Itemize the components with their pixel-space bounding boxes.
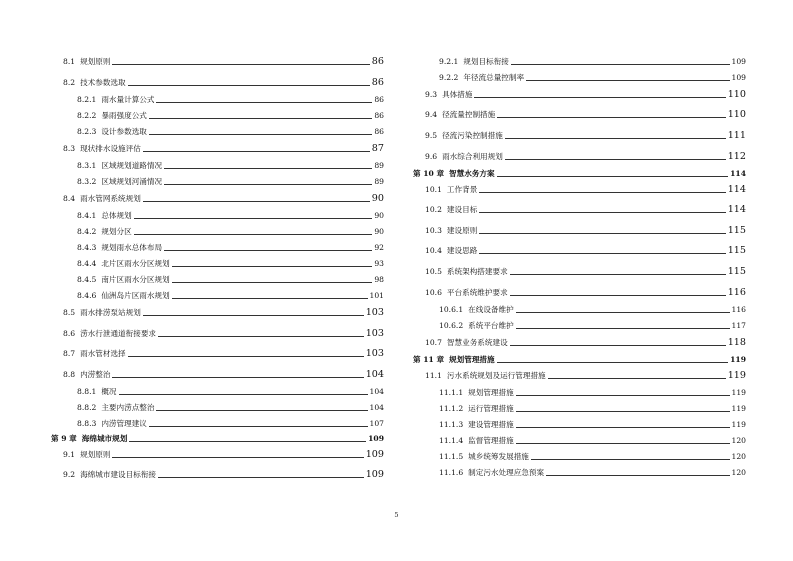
dot-leader: [526, 80, 729, 81]
toc-entry[interactable]: [413, 267, 746, 277]
toc-entry-number: 9.5: [425, 130, 438, 140]
dot-leader: [156, 410, 367, 411]
toc-entry[interactable]: [51, 227, 384, 237]
toc-entry-page: 86: [374, 94, 384, 104]
toc-entry-title: 雨水管网系统规划: [80, 193, 141, 203]
toc-entry-number: 8.3: [63, 143, 76, 153]
toc-entry-title: 平台系统维护要求: [446, 287, 508, 297]
toc-entry-title: 仙洲岛片区雨水规划: [101, 291, 170, 301]
toc-entry-title: 雨水管材选择: [80, 349, 126, 359]
toc-entry[interactable]: [413, 388, 746, 398]
toc-entry-page: 110: [727, 88, 746, 100]
toc-entry-title: 建设原则: [446, 225, 478, 235]
toc-entry-page: 119: [731, 420, 746, 430]
toc-entry-number: 11.1.1: [439, 388, 464, 398]
toc-entry-number: 11.1.4: [439, 436, 464, 446]
toc-entry-number: 11.1.5: [439, 452, 464, 462]
toc-entry-title: 海绵城市规划: [81, 434, 128, 444]
toc-entry-number: 9.2: [63, 470, 76, 480]
dot-leader: [479, 233, 725, 234]
toc-entry-page: 90: [371, 192, 384, 204]
toc-entry-title: 内涝管理建议: [101, 419, 147, 429]
dot-leader: [172, 282, 373, 283]
toc-entry-title: 内涝整治: [80, 369, 111, 379]
toc-entry-number: 10.5: [425, 267, 442, 277]
toc-entry[interactable]: [413, 452, 746, 462]
toc-entry-title: 城乡统筹发展措施: [468, 452, 529, 462]
toc-entry-page: 104: [369, 387, 384, 397]
toc-entry-page: 109: [368, 434, 384, 444]
toc-entry[interactable]: [51, 387, 384, 397]
toc-entry-number: 8.4: [63, 193, 76, 203]
toc-entry-number: 9.1: [63, 449, 76, 459]
toc-entry[interactable]: [413, 152, 746, 162]
toc-entry-number: 第 10 章: [413, 169, 445, 179]
toc-entry[interactable]: [413, 371, 746, 381]
dot-leader: [164, 250, 372, 251]
toc-entry-page: 103: [365, 348, 384, 360]
toc-entry-page: 89: [374, 177, 384, 187]
toc-entry-title: 规划目标衔接: [463, 57, 509, 66]
toc-entry-page: 120: [731, 452, 746, 462]
toc-entry-page: 87: [371, 142, 384, 154]
dot-leader: [143, 315, 364, 316]
toc-entry-number: 9.3: [425, 89, 438, 99]
toc-entry-number: 8.4.2: [77, 227, 97, 237]
toc-entry-number: 11.1: [425, 370, 442, 380]
toc-entry-title: 在线设备维护: [468, 305, 514, 315]
toc-entry-title: 建设管理措施: [468, 420, 514, 430]
toc-entry[interactable]: [413, 185, 746, 195]
toc-entry-number: 8.4.4: [77, 259, 97, 269]
toc-entry-page: 90: [374, 211, 384, 221]
toc-entry-number: 10.3: [425, 225, 442, 235]
dot-leader: [158, 477, 364, 478]
toc-entry-title: 规划管理措施: [468, 388, 514, 398]
toc-entry[interactable]: [413, 468, 746, 478]
dot-leader: [516, 427, 730, 428]
toc-entry-number: 8.8.1: [77, 387, 97, 397]
toc-entry[interactable]: [51, 403, 384, 413]
toc-entry-title: 现状排水设施评估: [80, 143, 141, 153]
toc-entry-page: 115: [727, 245, 746, 257]
toc-entry-title: 智慧业务系统建设: [446, 337, 508, 347]
dot-leader: [474, 97, 725, 98]
dot-leader: [128, 85, 370, 86]
toc-entry[interactable]: [413, 436, 746, 446]
toc-entry-title: 系统架构搭建要求: [446, 267, 508, 277]
toc-entry-title: 规划原则: [80, 449, 111, 459]
toc-entry-number: 8.4.1: [77, 211, 97, 221]
toc-entry-title: 南片区雨水分区规划: [101, 275, 170, 285]
dot-leader: [516, 312, 730, 313]
toc-entry-page: 120: [731, 436, 746, 446]
toc-entry-title: 北片区雨水分区规划: [101, 259, 170, 269]
toc-entry[interactable]: [51, 275, 384, 285]
toc-entry-number: 8.4.3: [77, 243, 97, 253]
dot-leader: [497, 362, 729, 363]
toc-left-column: [51, 57, 384, 480]
toc-entry-title: 雨水量计算公式: [101, 94, 155, 104]
toc-entry-page: 86: [371, 76, 384, 88]
dot-leader: [112, 64, 369, 65]
toc-entry-page: 109: [731, 73, 746, 82]
toc-entry-number: 11.1.2: [439, 404, 464, 414]
toc-entry-page: 109: [731, 57, 746, 66]
toc-entry-page: 118: [727, 336, 746, 348]
dot-leader: [510, 295, 726, 296]
toc-entry-page: 86: [374, 126, 384, 136]
dot-leader: [546, 475, 729, 476]
dot-leader: [497, 117, 725, 118]
toc-entry-page: 115: [727, 266, 746, 278]
toc-entry[interactable]: [413, 355, 746, 365]
toc-entry[interactable]: [413, 90, 746, 100]
toc-entry[interactable]: [413, 205, 746, 215]
toc-entry-title: 制定污水处理应急预案: [468, 468, 545, 478]
toc-entry-number: 10.6.1: [439, 305, 464, 315]
dot-leader: [112, 377, 363, 378]
toc-entry[interactable]: [413, 57, 746, 67]
dot-leader: [164, 168, 372, 169]
dot-leader: [479, 192, 725, 193]
toc-entry-page: 119: [731, 388, 746, 398]
dot-leader: [510, 274, 726, 275]
toc-entry-number: 10.7: [425, 337, 442, 347]
toc-entry-number: 9.2.2: [439, 73, 459, 82]
toc-entry[interactable]: [51, 78, 384, 88]
toc-entry-title: 污水系统规划及运行管理措施: [446, 370, 546, 380]
toc-entry-page: 120: [731, 468, 746, 478]
toc-entry[interactable]: [413, 404, 746, 414]
toc-entry-number: 9.2.1: [439, 57, 459, 66]
toc-entry-page: 119: [730, 355, 746, 365]
toc-entry-page: 86: [374, 110, 384, 120]
toc-right-column: [413, 57, 746, 478]
toc-entry[interactable]: [413, 288, 746, 298]
dot-leader: [134, 218, 373, 219]
toc-entry-title: 工作背景: [446, 184, 478, 194]
toc-entry-number: 8.3.1: [77, 161, 97, 171]
toc-entry-page: 109: [365, 469, 384, 481]
page-number: 5: [394, 511, 399, 519]
toc-entry[interactable]: [413, 246, 746, 256]
toc-entry[interactable]: [51, 370, 384, 380]
toc-entry-page: 89: [374, 161, 384, 171]
toc-entry-title: 海绵城市建设目标衔接: [80, 470, 157, 480]
toc-entry-title: 系统平台维护: [468, 321, 514, 331]
dot-leader: [510, 345, 726, 346]
toc-entry-title: 主要内涝点整治: [101, 403, 155, 413]
dot-leader: [134, 234, 373, 235]
dot-leader: [149, 426, 368, 427]
toc-entry[interactable]: [413, 321, 746, 331]
dot-leader: [511, 64, 730, 65]
toc-entry-title: 建设思路: [446, 246, 478, 256]
toc-entry-title: 暴雨强度公式: [101, 110, 147, 120]
toc-entry-number: 8.1: [63, 57, 76, 66]
toc-entry-page: 107: [369, 419, 384, 429]
toc-entry-number: 10.2: [425, 205, 442, 215]
toc-entry[interactable]: [51, 161, 384, 171]
toc-entry-page: 86: [371, 56, 384, 67]
toc-entry-title: 总体规划: [101, 211, 132, 221]
toc-entry-title: 技术参数选取: [80, 77, 126, 87]
toc-entry-page: 104: [365, 368, 384, 380]
dot-leader: [129, 441, 366, 442]
toc-entry-page: 103: [365, 307, 384, 319]
dot-leader: [156, 102, 372, 103]
toc-entry-title: 概况: [101, 387, 117, 397]
dot-leader: [158, 336, 364, 337]
toc-entry-title: 径流量控制措施: [442, 110, 496, 120]
toc-entry-number: 10.1: [425, 184, 442, 194]
toc-entry-title: 规划管理措施: [449, 355, 495, 365]
toc-entry-number: 第 11 章: [413, 355, 445, 365]
toc-entry[interactable]: [413, 131, 746, 141]
toc-entry-number: 11.1.6: [439, 468, 464, 478]
toc-entry[interactable]: [413, 305, 746, 315]
toc-entry[interactable]: [51, 349, 384, 359]
toc-entry-number: 10.4: [425, 246, 442, 256]
toc-entry-title: 设计参数选取: [101, 126, 147, 136]
toc-entry-number: 8.8: [63, 369, 76, 379]
toc-entry-page: 119: [731, 404, 746, 414]
dot-leader: [479, 253, 725, 254]
toc-entry-page: 98: [374, 275, 384, 285]
toc-entry-title: 年径流总量控制率: [463, 73, 525, 82]
toc-entry[interactable]: [51, 419, 384, 429]
toc-entry[interactable]: [51, 127, 384, 137]
toc-entry-number: 8.5: [63, 308, 76, 318]
toc-entry-number: 8.4.5: [77, 275, 97, 285]
toc-entry-number: 10.6.2: [439, 321, 464, 331]
toc-entry-number: 8.4.6: [77, 291, 97, 301]
toc-entry[interactable]: [51, 259, 384, 269]
toc-entry-page: 110: [727, 109, 746, 121]
toc-entry-page: 93: [374, 259, 384, 269]
toc-entry-page: 114: [727, 204, 746, 216]
toc-entry-page: 92: [374, 243, 384, 253]
dot-leader: [143, 201, 370, 202]
toc-entry[interactable]: [51, 211, 384, 221]
toc-entry-number: 8.2.2: [77, 110, 97, 120]
toc-entry-title: 规划雨水总体布局: [101, 243, 163, 253]
toc-entry-title: 规划分区: [101, 227, 132, 237]
toc-entry-number: 8.6: [63, 328, 76, 338]
toc-entry-page: 114: [727, 183, 746, 195]
toc-entry-page: 104: [369, 403, 384, 413]
dot-leader: [143, 151, 370, 152]
dot-leader: [479, 212, 725, 213]
dot-leader: [505, 138, 726, 139]
toc-entry-title: 雨水排涝泵站规划: [80, 308, 141, 318]
toc-entry[interactable]: [413, 338, 746, 348]
toc-entry[interactable]: [51, 95, 384, 105]
toc-entry[interactable]: [413, 73, 746, 83]
toc-entry-page: 111: [727, 129, 746, 141]
dot-leader: [516, 328, 730, 329]
toc-entry-title: 区域规划河涌情况: [101, 177, 163, 187]
dot-leader: [128, 356, 364, 357]
toc-entry-page: 90: [374, 227, 384, 237]
dot-leader: [516, 411, 730, 412]
toc-entry[interactable]: [51, 434, 384, 444]
toc-entry-number: 8.8.3: [77, 419, 97, 429]
dot-leader: [149, 118, 372, 119]
toc-entry-number: 8.2.1: [77, 94, 97, 104]
toc-entry-page: 114: [730, 169, 746, 179]
toc-entry-number: 8.8.2: [77, 403, 97, 413]
dot-leader: [119, 394, 368, 395]
toc-entry[interactable]: [51, 194, 384, 204]
toc-entry[interactable]: [51, 144, 384, 154]
toc-entry-number: 第 9 章: [51, 434, 77, 444]
dot-leader: [505, 159, 726, 160]
toc-entry-title: 监督管理措施: [468, 436, 514, 446]
toc-entry[interactable]: [51, 308, 384, 318]
toc-entry-page: 103: [365, 327, 384, 339]
toc-entry-title: 智慧水务方案: [449, 169, 495, 179]
toc-entry-number: 9.6: [425, 151, 438, 161]
toc-entry-title: 涝水行泄通道衔接要求: [80, 328, 157, 338]
dot-leader: [172, 298, 368, 299]
toc-entry-number: 11.1.3: [439, 420, 464, 430]
toc-entry-number: 10.6: [425, 287, 442, 297]
toc-entry-title: 建设目标: [446, 205, 478, 215]
toc-entry-page: 112: [727, 150, 746, 162]
dot-leader: [531, 459, 730, 460]
toc-entry-page: 101: [369, 291, 384, 301]
toc-entry-page: 116: [727, 286, 746, 298]
toc-entry[interactable]: [413, 226, 746, 236]
toc-entry-number: 8.7: [63, 349, 76, 359]
toc-entry[interactable]: [51, 57, 384, 67]
toc-entry-number: 8.2.3: [77, 126, 97, 136]
toc-entry[interactable]: [51, 450, 384, 460]
toc-entry[interactable]: [51, 291, 384, 301]
toc-entry[interactable]: [413, 169, 746, 179]
toc-entry-title: 区域规划道路情况: [101, 161, 163, 171]
toc-entry[interactable]: [51, 177, 384, 187]
toc-entry[interactable]: [51, 329, 384, 339]
toc-entry-title: 运行管理措施: [468, 404, 514, 414]
toc-entry-title: 径流污染控制措施: [442, 130, 503, 140]
dot-leader: [516, 395, 730, 396]
dot-leader: [497, 176, 729, 177]
toc-entry[interactable]: [51, 111, 384, 121]
dot-leader: [164, 184, 372, 185]
toc-entry-title: 雨水综合利用规划: [442, 151, 503, 161]
toc-entry-page: 117: [731, 321, 746, 331]
toc-entry-number: 8.3.2: [77, 177, 97, 187]
dot-leader: [516, 443, 730, 444]
toc-entry-title: 具体措施: [442, 89, 473, 99]
toc-entry[interactable]: [413, 110, 746, 120]
toc-entry-title: 规划原则: [80, 57, 111, 66]
toc-entry-page: 109: [365, 448, 384, 460]
dot-leader: [149, 134, 372, 135]
dot-leader: [112, 457, 363, 458]
toc-entry[interactable]: [413, 420, 746, 430]
toc-entry-number: 8.2: [63, 77, 76, 87]
toc-entry[interactable]: [51, 470, 384, 480]
toc-entry-page: 115: [727, 224, 746, 236]
toc-entry-number: 9.4: [425, 110, 438, 120]
toc-entry-page: 116: [731, 305, 746, 315]
toc-entry-page: 119: [727, 369, 746, 381]
dot-leader: [548, 378, 726, 379]
toc-entry[interactable]: [51, 243, 384, 253]
dot-leader: [172, 266, 373, 267]
